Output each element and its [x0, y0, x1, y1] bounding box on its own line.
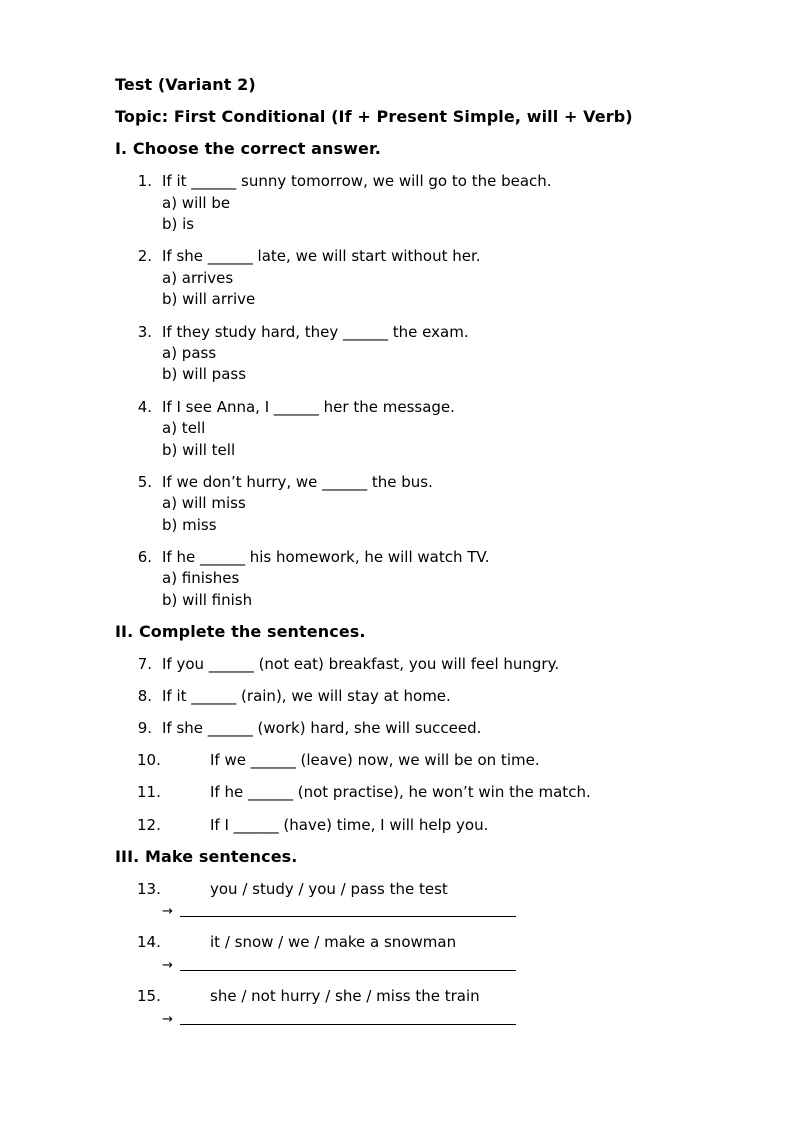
question-text: it / snow / we / make a snowman [210, 933, 457, 951]
question-text: If I ______ (have) time, I will help you. [210, 816, 489, 834]
question-number: 4. [137, 398, 152, 416]
question-number: 13. [137, 880, 161, 898]
question-text: you / study / you / pass the test [210, 880, 448, 898]
option-b: b) will pass [162, 365, 247, 383]
question-text: If she ______ (work) hard, she will succeed. [162, 719, 482, 737]
option-a: a) will be [162, 194, 231, 212]
question-text: If he ______ (not practise), he won’t win the match. [210, 783, 591, 801]
question-number: 15. [137, 987, 161, 1005]
option-b: b) will tell [162, 441, 236, 459]
option-a: a) will miss [162, 494, 246, 512]
arrow-icon: → [162, 1012, 173, 1027]
answer-line[interactable] [180, 1024, 516, 1025]
option-a: a) finishes [162, 569, 240, 587]
question-text: If it ______ sunny tomorrow, we will go to the beach. [162, 172, 552, 190]
answer-line[interactable] [180, 916, 516, 917]
question-number: 1. [137, 172, 152, 190]
option-a: a) pass [162, 344, 217, 362]
option-a: a) arrives [162, 269, 234, 287]
section-1-heading: I. Choose the correct answer. [115, 139, 381, 158]
option-b: b) will finish [162, 591, 253, 609]
question-text: If he ______ his homework, he will watch TV. [162, 548, 490, 566]
question-text: If she ______ late, we will start without her. [162, 247, 481, 265]
question-number: 5. [137, 473, 152, 491]
question-text: If I see Anna, I ______ her the message. [162, 398, 455, 416]
question-number: 11. [137, 783, 161, 801]
question-text: If they study hard, they ______ the exam. [162, 323, 469, 341]
section-2-heading: II. Complete the sentences. [115, 622, 366, 641]
question-text: If we ______ (leave) now, we will be on time. [210, 751, 540, 769]
question-number: 14. [137, 933, 161, 951]
option-b: b) miss [162, 516, 217, 534]
question-text: If it ______ (rain), we will stay at home. [162, 687, 451, 705]
question-number: 12. [137, 816, 161, 834]
option-a: a) tell [162, 419, 206, 437]
question-number: 2. [137, 247, 152, 265]
question-number: 8. [137, 687, 152, 705]
question-text: she / not hurry / she / miss the train [210, 987, 480, 1005]
question-number: 10. [137, 751, 161, 769]
question-number: 6. [137, 548, 152, 566]
option-b: b) is [162, 215, 195, 233]
answer-line[interactable] [180, 970, 516, 971]
question-number: 7. [137, 655, 152, 673]
topic-line: Topic: First Conditional (If + Present Simple, will + Verb) [115, 107, 633, 126]
arrow-icon: → [162, 958, 173, 973]
arrow-icon: → [162, 904, 173, 919]
option-b: b) will arrive [162, 290, 256, 308]
test-title: Test (Variant 2) [115, 75, 256, 94]
question-number: 3. [137, 323, 152, 341]
section-3-heading: III. Make sentences. [115, 847, 298, 866]
question-text: If we don’t hurry, we ______ the bus. [162, 473, 433, 491]
question-number: 9. [137, 719, 152, 737]
question-text: If you ______ (not eat) breakfast, you will feel hungry. [162, 655, 560, 673]
